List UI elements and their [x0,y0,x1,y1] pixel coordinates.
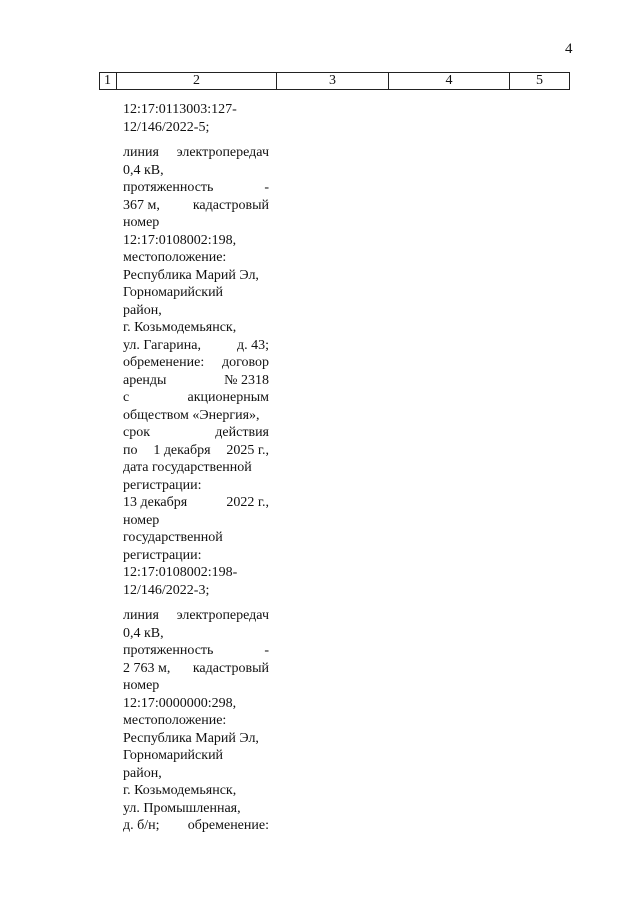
text-line [123,267,269,285]
column-number-1: 1 [99,73,116,89]
page-number: 4 [565,41,573,57]
text-line [123,547,269,565]
text-word: действия [215,425,269,440]
text-word: номер [123,215,160,230]
text-word: акционерным [187,390,269,405]
text-line [123,607,269,625]
text-line [123,712,269,730]
text-word: 12/146/2022-5; [123,119,210,135]
text-word: номер [123,678,160,693]
text-word: 12/146/2022-3; [123,582,210,598]
column-number-2: 2 [116,73,276,89]
text-line [123,319,269,337]
text-line [123,582,269,600]
text-word: 2022 г., [226,495,269,510]
text-word: Республика Марий Эл, [123,730,259,746]
text-word: 13 декабря [123,495,188,510]
text-word: 367 м, [123,197,160,213]
text-word: срок [123,425,151,440]
text-word: 12:17:0113003:127- [123,102,237,117]
text-word: протяженность [123,643,214,658]
text-word: ул. Промышленная, [123,800,241,816]
text-line [123,625,269,643]
text-line [123,529,269,547]
text-word: регистрации: [123,547,202,563]
text-line [123,477,269,495]
text-word: обществом «Энергия», [123,407,260,423]
text-word: д. 43; [236,337,269,353]
text-entry [123,101,269,136]
text-line [123,817,269,835]
text-word: 2 763 м, [123,660,171,676]
text-line [123,372,269,390]
text-word: - [264,180,269,195]
text-word: ул. Гагарина, [123,337,201,353]
text-word: государственной [123,530,223,545]
text-word: кадастровый [192,197,269,213]
text-word: обременение: [123,355,205,370]
text-word: протяженность [123,180,214,195]
text-line [123,354,269,372]
text-word: Горномарийский [123,285,224,300]
text-word: электропередач [176,608,269,623]
text-line [123,214,269,232]
text-word: 1 декабря [153,442,211,458]
text-word: линия [123,608,159,623]
text-line [123,302,269,320]
text-line [123,642,269,660]
text-word: район, [123,765,162,781]
text-entry [123,144,269,599]
text-word: № 2318 [224,372,269,388]
text-line [123,512,269,530]
column-number-3: 3 [276,73,388,89]
text-word: 12:17:0000000:298, [123,695,237,711]
text-word: Горномарийский [123,748,224,763]
text-line [123,765,269,783]
text-line [123,695,269,713]
text-line [123,730,269,748]
text-word: район, [123,302,162,318]
text-word: местоположение: [123,250,227,265]
text-word: 12:17:0108002:198- [123,565,238,580]
text-word: - [264,643,269,658]
text-word: линия [123,145,159,160]
text-line [123,144,269,162]
text-line [123,800,269,818]
text-line [123,660,269,678]
text-line [123,407,269,425]
text-word: электропередач [176,145,269,160]
text-word: Республика Марий Эл, [123,267,259,283]
text-word: аренды [123,372,167,388]
text-line [123,459,269,477]
text-word: дата государственной [123,460,252,475]
column-2-cell-text [123,101,269,835]
text-line [123,424,269,442]
text-line [123,747,269,765]
text-word: договор [221,355,269,370]
text-line [123,197,269,215]
text-line [123,494,269,512]
column-number-5: 5 [509,73,570,89]
text-word: 12:17:0108002:198, [123,232,237,248]
text-word: по [123,442,138,458]
text-word: регистрации: [123,477,202,493]
text-line [123,179,269,197]
text-line [123,162,269,180]
text-line [123,232,269,250]
text-word: д. б/н; [123,818,160,833]
text-word: кадастровый [192,660,269,676]
text-line [123,119,269,137]
text-line [123,389,269,407]
text-word: с [123,390,130,405]
text-word: местоположение: [123,713,227,728]
text-word: 2025 г., [226,442,269,458]
text-line [123,284,269,302]
text-word: номер [123,512,160,528]
table-column-numbers [99,72,570,90]
text-line [123,442,269,460]
text-word: 0,4 кВ, [123,625,164,641]
text-word: 0,4 кВ, [123,162,164,178]
column-number-4: 4 [388,73,509,89]
text-line [123,677,269,695]
text-word: г. Козьмодемьянск, [123,320,237,335]
text-word: г. Козьмодемьянск, [123,783,237,798]
text-line [123,564,269,582]
text-line [123,101,269,119]
text-line [123,337,269,355]
text-line [123,782,269,800]
text-entry [123,607,269,835]
text-line [123,249,269,267]
text-word: обременение: [187,818,269,833]
